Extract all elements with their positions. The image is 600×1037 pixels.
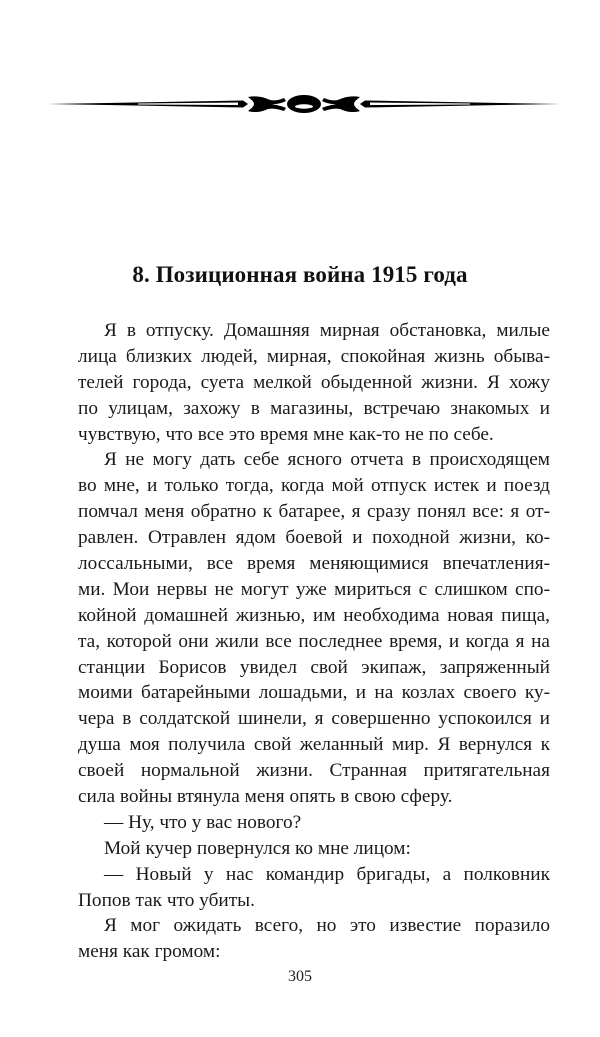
- text-line: меня как громом:: [78, 941, 221, 963]
- text-line: та, которой они жили все последнее время, и когда я на: [78, 630, 550, 652]
- text-line: своей нормальной жизни. Странная притягательная: [78, 760, 550, 782]
- text-line: койной домашней жизнью, им необходима новая пища,: [78, 604, 550, 626]
- page-number: 305: [288, 968, 312, 985]
- text-line: помчал меня обратно к батарее, я сразу понял все: я от-: [78, 501, 550, 523]
- text-line: лоссальными, все время меняющимися впечатления-: [78, 553, 550, 575]
- text-line: Я в отпуску. Домашняя мирная обстановка, милые: [104, 320, 550, 341]
- text-line: душа моя получила свой желанный мир. Я вернулся к: [78, 734, 550, 756]
- text-line: моими батарейными лошадьми, и на козлах своего ку-: [78, 682, 550, 704]
- text-line: телей города, суета мелкой обыденной жизни. Я хожу: [78, 371, 550, 393]
- text-line: лица близких людей, мирная, спокойная жизнь обыва-: [78, 345, 550, 367]
- decorative-divider-ornament-icon: [48, 92, 560, 116]
- text-line: по улицам, захожу в магазины, встречаю знакомых и: [78, 397, 550, 419]
- text-line: — Новый у нас командир бригады, а полковник: [104, 863, 550, 885]
- text-line: Мой кучер повернулся ко мне лицом:: [104, 837, 411, 859]
- text-line: сила войны втянула меня опять в свою сферу.: [78, 786, 453, 808]
- text-line: Я мог ожидать всего, но это известие поразило: [104, 915, 550, 937]
- text-line: равлен. Отравлен ядом боевой и походной жизни, ко-: [78, 527, 550, 549]
- body-text: [78, 318, 550, 965]
- text-line: во мне, и только тогда, когда мой отпуск истек и поезд: [78, 475, 550, 497]
- text-line: Попов так что убиты.: [78, 889, 255, 911]
- text-line: — Ну, что у вас нового?: [104, 811, 302, 833]
- text-line: ми. Мои нервы не могут уже мириться с слишком спо-: [78, 578, 550, 600]
- text-line: Я не могу дать себе ясного отчета в происходящем: [104, 449, 550, 471]
- text-line: чувствую, что все это время мне как-то не по себе.: [78, 423, 494, 445]
- text-line: станции Борисов увидел свой экипаж, запряженный: [78, 656, 550, 678]
- text-line: чера в солдатской шинели, я совершенно успокоился и: [78, 708, 550, 730]
- chapter-title: 8. Позиционная война 1915 года: [132, 262, 468, 287]
